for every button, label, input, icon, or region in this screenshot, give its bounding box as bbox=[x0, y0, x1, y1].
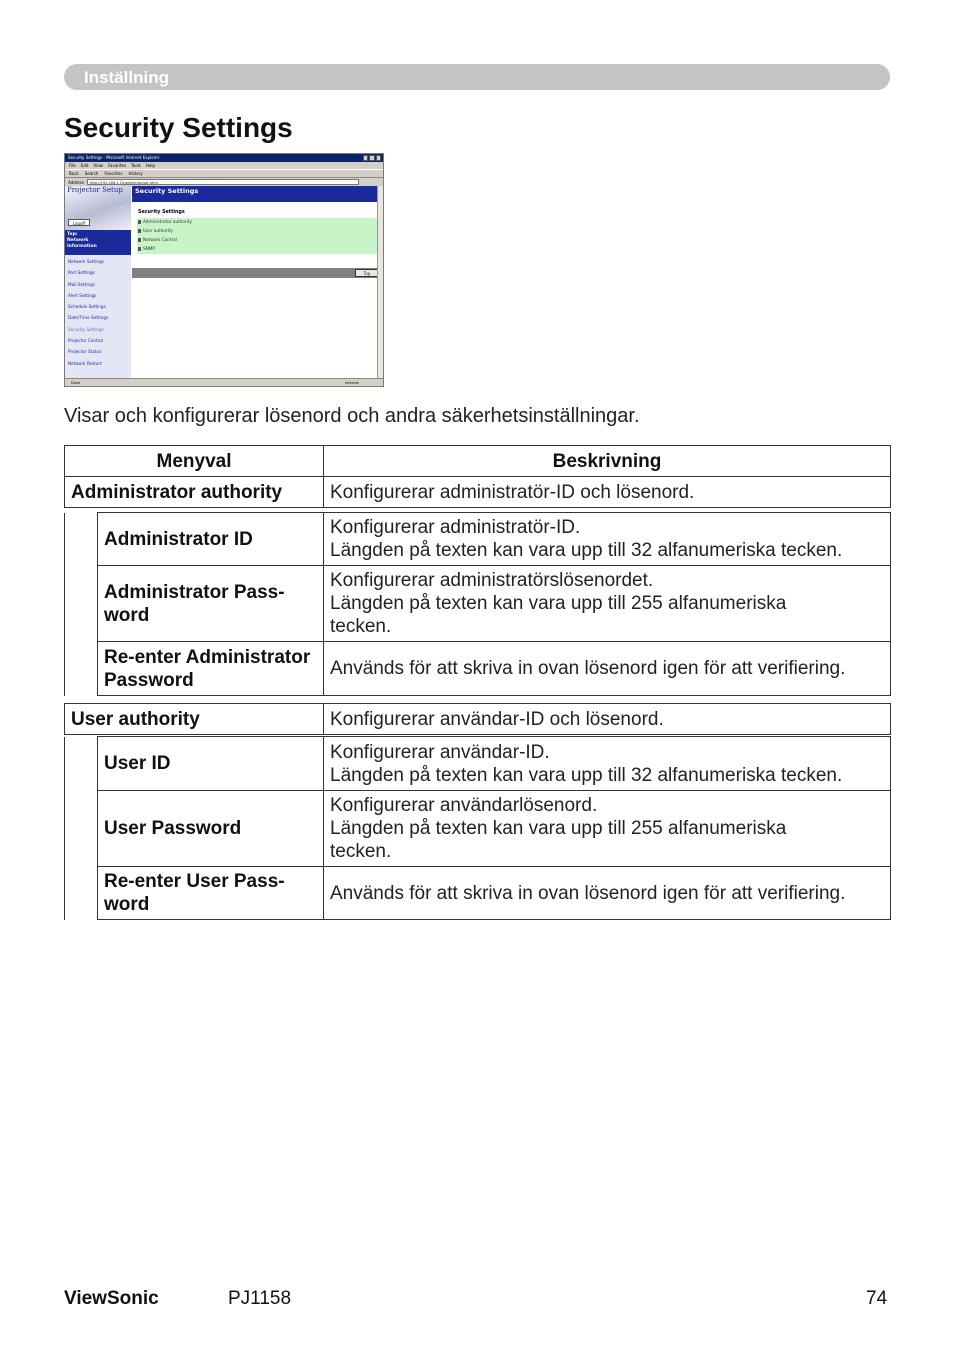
desc-line: Konfigurerar administratörslösenordet. bbox=[330, 570, 654, 591]
user-id-desc bbox=[324, 737, 891, 791]
label-line: Re-enter Administrator bbox=[104, 646, 311, 668]
browser-window-title: Security Settings - Microsoft Internet Explorer bbox=[68, 155, 160, 160]
web-settings-rows bbox=[137, 218, 379, 254]
desc-line: Längden på texten kan vara upp till 32 alfanumeriska tecken. bbox=[330, 540, 843, 561]
table-row bbox=[65, 566, 891, 642]
group-user-authority: User authority bbox=[65, 704, 324, 735]
table-row bbox=[65, 737, 891, 791]
nav-item: Mail Settings bbox=[68, 281, 96, 287]
minimize-icon bbox=[363, 155, 368, 161]
nav-item: Network Settings bbox=[68, 259, 104, 264]
section-header-bar bbox=[64, 64, 890, 90]
label-line: word bbox=[104, 604, 150, 626]
footer-model: PJ1158 bbox=[228, 1288, 292, 1309]
web-row: Network Control bbox=[137, 236, 379, 245]
browser-titlebar bbox=[65, 154, 383, 162]
nav-item: Alert Settings bbox=[68, 292, 97, 298]
reenter-user-password-desc: Används för att skriva in ovan lösenord igen för att verifiering. bbox=[324, 867, 891, 920]
table-row bbox=[65, 477, 891, 508]
menu-edit: Edit bbox=[80, 163, 89, 168]
reenter-user-password-label bbox=[98, 867, 324, 920]
table-row bbox=[65, 642, 891, 696]
section-label: Inställning bbox=[84, 68, 169, 87]
table-row bbox=[65, 867, 891, 920]
desc-line: Längden på texten kan vara upp till 32 alfanumeriska tecken. bbox=[330, 764, 843, 786]
indent-cell bbox=[65, 737, 98, 920]
status-zone: Internet bbox=[345, 381, 359, 385]
toolbar-search: Search bbox=[84, 171, 99, 176]
desc-line: Konfigurerar administratör-ID. bbox=[330, 517, 581, 538]
user-id-label: User ID bbox=[98, 737, 324, 791]
web-main-header bbox=[132, 186, 383, 202]
header-beskrivning: Beskrivning bbox=[324, 446, 891, 477]
browser-statusbar bbox=[65, 378, 383, 386]
address-field: http://192.168.1.10/admin/secset.html bbox=[87, 179, 359, 185]
table-row bbox=[65, 704, 891, 735]
reenter-admin-password-desc: Används för att skriva in ovan lösenord igen för att verifiering. bbox=[324, 642, 891, 696]
web-footer-bar bbox=[132, 268, 383, 278]
web-section-title: Security Settings bbox=[138, 210, 185, 215]
nav-item: Projector Status bbox=[68, 349, 102, 355]
address-label: Address bbox=[68, 179, 84, 185]
desc-line: Längden på texten kan vara upp till 255 alfanumeriska bbox=[330, 593, 787, 614]
description-text: Visar och konfigurerar lösenord och andra säkerhetsinställningar. bbox=[64, 405, 640, 427]
web-top-block bbox=[65, 230, 131, 255]
nav-item: Port Settings bbox=[68, 270, 95, 276]
admin-password-desc bbox=[324, 566, 891, 642]
browser-toolbar bbox=[65, 169, 383, 178]
web-nav bbox=[65, 256, 131, 369]
admin-password-label bbox=[98, 566, 324, 642]
settings-table-header bbox=[64, 445, 891, 508]
web-row: User authority bbox=[137, 227, 379, 236]
menu-view: View bbox=[93, 163, 103, 168]
window-controls bbox=[363, 155, 381, 161]
group-user-desc: Konfigurerar användar-ID och lösenord. bbox=[324, 704, 891, 735]
toolbar-back: Back bbox=[69, 171, 79, 176]
table-row bbox=[65, 513, 891, 566]
table-row bbox=[65, 791, 891, 867]
nav-item-active: Security Settings bbox=[68, 326, 104, 332]
menu-tools: Tools bbox=[131, 163, 141, 168]
close-icon bbox=[376, 155, 381, 161]
nav-item: Network Restart bbox=[68, 360, 102, 366]
browser-content bbox=[65, 186, 383, 379]
header-menyval: Menyval bbox=[65, 446, 324, 477]
browser-scrollbar bbox=[377, 186, 383, 379]
group-admin-authority: Administrator authority bbox=[65, 477, 324, 508]
desc-line: tecken. bbox=[330, 616, 392, 637]
indent-cell bbox=[65, 513, 98, 696]
user-password-desc bbox=[324, 791, 891, 867]
web-row: Administrator authority bbox=[137, 218, 379, 227]
footer-page-number: 74 bbox=[866, 1288, 888, 1309]
desc-line: Längden på texten kan vara upp till 255 alfanumeriska bbox=[330, 818, 787, 839]
web-logo: Projector Setup bbox=[67, 186, 123, 194]
maximize-icon bbox=[369, 155, 374, 161]
nav-item: Projector Control bbox=[68, 338, 104, 344]
top-block-line: Network bbox=[67, 238, 89, 243]
table-header-row bbox=[65, 446, 891, 477]
web-sidebar bbox=[65, 186, 131, 379]
menu-favorites: Favorites bbox=[107, 163, 127, 168]
menu-help: Help bbox=[145, 163, 156, 168]
menu-file: File bbox=[69, 163, 76, 168]
group-admin-desc: Konfigurerar administratör-ID och lösenord. bbox=[324, 477, 891, 508]
footer-brand: ViewSonic bbox=[64, 1288, 159, 1309]
web-top-button: Top bbox=[355, 269, 379, 277]
toolbar-favorites: Favorites bbox=[104, 171, 123, 176]
browser-screenshot bbox=[64, 153, 384, 387]
web-row: SNMP bbox=[137, 245, 379, 254]
reenter-admin-password-label bbox=[98, 642, 324, 696]
desc-line: Konfigurerar användar-ID. bbox=[330, 741, 550, 763]
admin-id-label: Administrator ID bbox=[98, 513, 324, 566]
desc-line: tecken. bbox=[330, 841, 392, 862]
nav-item: Schedule Settings bbox=[68, 304, 106, 310]
admin-id-desc bbox=[324, 513, 891, 566]
user-password-label: User Password bbox=[98, 791, 324, 867]
label-line: Re-enter User Pass- bbox=[104, 871, 285, 892]
top-block-line: Top: bbox=[67, 232, 78, 237]
browser-address-bar bbox=[65, 178, 383, 186]
user-group-table bbox=[64, 703, 891, 735]
status-done: Done bbox=[71, 381, 81, 385]
page-title: Security Settings bbox=[64, 112, 293, 143]
nav-item: Date/Time Settings bbox=[68, 315, 109, 321]
web-main-title: Security Settings bbox=[135, 187, 199, 195]
desc-line: Konfigurerar användarlösenord. bbox=[330, 795, 598, 816]
label-line: Password bbox=[104, 669, 194, 691]
admin-subtable bbox=[64, 512, 891, 696]
user-subtable bbox=[64, 736, 891, 920]
web-logo-area bbox=[65, 186, 131, 230]
logoff-button: Logoff bbox=[68, 219, 90, 226]
toolbar-history: History bbox=[128, 171, 143, 176]
label-line: word bbox=[104, 894, 150, 915]
browser-menubar bbox=[65, 162, 383, 169]
label-line: Administrator Pass- bbox=[104, 581, 285, 603]
top-block-line: Information bbox=[67, 244, 97, 249]
